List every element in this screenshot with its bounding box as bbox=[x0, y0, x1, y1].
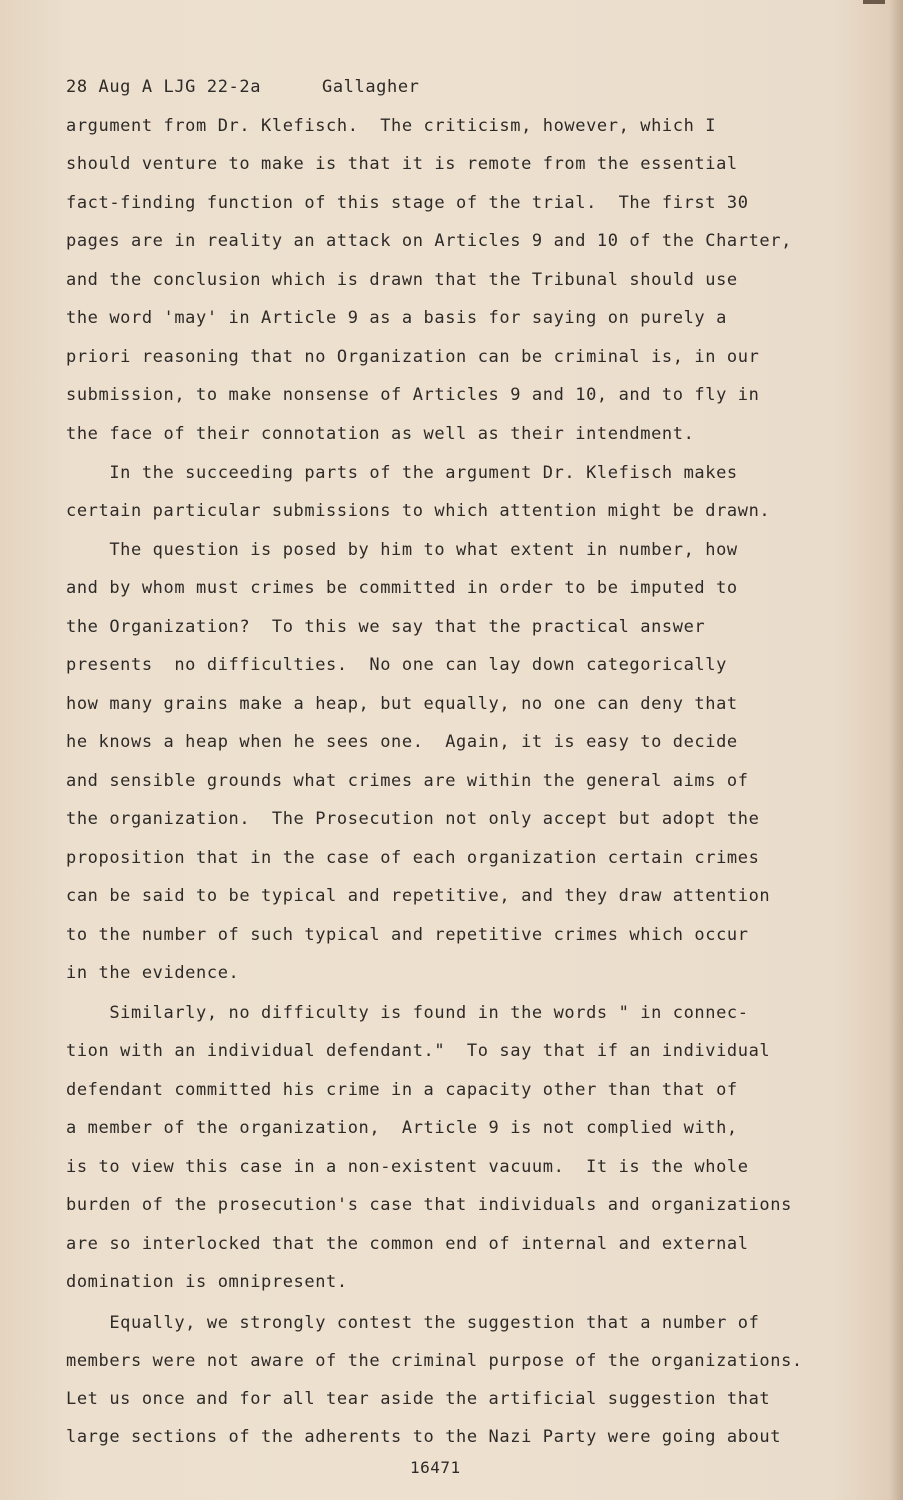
body-line: Let us once and for all tear aside the artificial suggestion that bbox=[66, 1389, 771, 1409]
body-line: defendant committed his crime in a capacity other than that of bbox=[66, 1080, 738, 1100]
body-line: large sections of the adherents to the Nazi Party were going about bbox=[66, 1427, 782, 1447]
body-line: is to view this case in a non-existent vacuum. It is the whole bbox=[66, 1157, 749, 1177]
body-line: proposition that in the case of each organization certain crimes bbox=[66, 848, 760, 868]
body-line: In the succeeding parts of the argument Dr. Klefisch makes bbox=[66, 463, 738, 483]
body-line: the organization. The Prosecution not only accept but adopt the bbox=[66, 809, 760, 829]
body-line: how many grains make a heap, but equally, no one can deny that bbox=[66, 694, 738, 714]
body-line: can be said to be typical and repetitive, and they draw attention bbox=[66, 886, 771, 906]
body-line: the word 'may' in Article 9 as a basis for saying on purely a bbox=[66, 308, 727, 328]
body-line: certain particular submissions to which attention might be drawn. bbox=[66, 501, 771, 521]
body-line: he knows a heap when he sees one. Again, it is easy to decide bbox=[66, 732, 738, 752]
body-line: priori reasoning that no Organization can be criminal is, in our bbox=[66, 347, 760, 367]
body-line: burden of the prosecution's case that individuals and organizations bbox=[66, 1195, 792, 1215]
body-line: Equally, we strongly contest the suggestion that a number of bbox=[66, 1313, 760, 1333]
body-line: and the conclusion which is drawn that the Tribunal should use bbox=[66, 270, 738, 290]
body-line: are so interlocked that the common end of internal and external bbox=[66, 1234, 749, 1254]
page-number: 16471 bbox=[410, 1458, 461, 1477]
body-line: pages are in reality an attack on Articles 9 and 10 of the Charter, bbox=[66, 231, 792, 251]
header-speaker: Gallagher bbox=[322, 77, 420, 97]
body-line: a member of the organization, Article 9 is not complied with, bbox=[66, 1118, 738, 1138]
body-line: submission, to make nonsense of Articles 9 and 10, and to fly in bbox=[66, 385, 760, 405]
body-line: presents no difficulties. No one can lay down categorically bbox=[66, 655, 727, 675]
body-line: the Organization? To this we say that the practical answer bbox=[66, 617, 706, 637]
body-line: to the number of such typical and repetitive crimes which occur bbox=[66, 925, 749, 945]
body-line: domination is omnipresent. bbox=[66, 1272, 348, 1292]
body-line: and sensible grounds what crimes are within the general aims of bbox=[66, 771, 749, 791]
body-line: in the evidence. bbox=[66, 963, 240, 983]
body-line: should venture to make is that it is remote from the essential bbox=[66, 154, 738, 174]
body-line: and by whom must crimes be committed in order to be imputed to bbox=[66, 578, 738, 598]
page-edge-shadow bbox=[889, 0, 903, 1500]
body-line: tion with an individual defendant." To say that if an individual bbox=[66, 1041, 771, 1061]
body-line: members were not aware of the criminal purpose of the organizations. bbox=[66, 1351, 803, 1371]
body-line: fact-finding function of this stage of the trial. The first 30 bbox=[66, 193, 749, 213]
page-corner-mark bbox=[863, 0, 885, 4]
body-line: argument from Dr. Klefisch. The criticism, however, which I bbox=[66, 116, 717, 136]
body-line: the face of their connotation as well as their intendment. bbox=[66, 424, 695, 444]
header-reference: 28 Aug A LJG 22-2a bbox=[66, 77, 262, 97]
body-line: The question is posed by him to what extent in number, how bbox=[66, 540, 738, 560]
body-line: Similarly, no difficulty is found in the words " in connec- bbox=[66, 1003, 749, 1023]
